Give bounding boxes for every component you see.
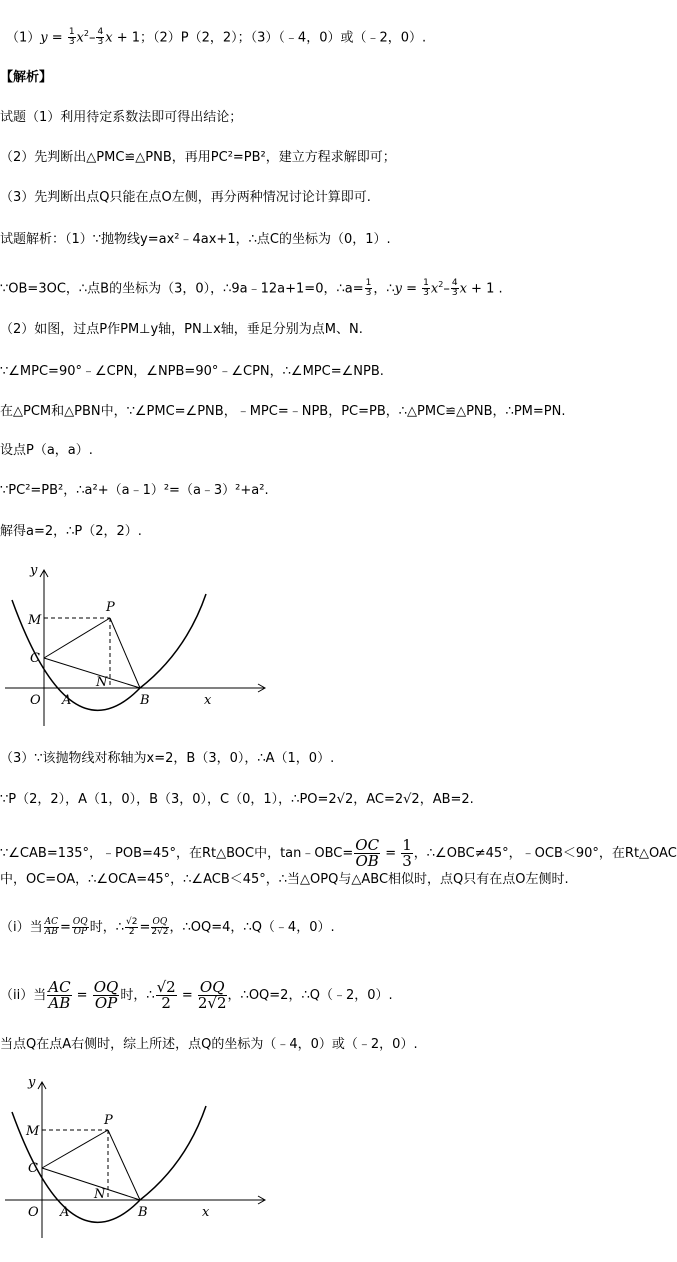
fig2-label-A: A — [60, 1205, 70, 1220]
frac-c: $\frac{4}{3}$ — [451, 278, 458, 299]
solution-line-5: 在△PCM和△PBN中，∵∠PMC=∠PNB，﹣MPC=﹣NPB，PC=PB，∴△PMC≌△PNB，∴PM=PN. — [0, 404, 566, 419]
figure-2 — [0, 1072, 280, 1242]
fig1-CB — [44, 658, 140, 688]
fig2-label-y: y — [28, 1075, 36, 1090]
answer-line: （1）y = $\frac{1}{3}$ $x^2-$ $\frac{4}{3}$ x + 1；（2）P（2，2）；（3）（﹣4，0）或（﹣2，0）. — [6, 27, 427, 48]
fig2-CB — [42, 1168, 140, 1200]
analysis-heading: 【解析】 — [0, 70, 53, 85]
fig2-label-B: B — [138, 1205, 148, 1220]
solution-line-4: ∵∠MPC=90°﹣∠CPN，∠NPB=90°﹣∠CPN，∴∠MPC=∠NPB. — [0, 364, 384, 379]
frac-1-3: $\frac{1}{3}$ — [402, 836, 412, 870]
fig1-label-N: N — [96, 675, 108, 690]
fig2-label-P: P — [104, 1113, 113, 1128]
solution-line-6: 设点P（a，a）. — [0, 443, 93, 458]
answer-minus: – — [88, 30, 96, 46]
solution-line-12: 中，OC=OA，∴∠OCA=45°，∴∠ACB＜45°，∴当△OPQ与△ABC相似时，点Q只有在点O左侧时. — [0, 872, 569, 887]
solution-line-7: ∵PC²=PB²，∴a²+（a﹣1）²=（a﹣3）²+a². — [0, 483, 269, 498]
answer-y: y — [40, 30, 48, 46]
solution-line-15: 当点Q在点A右侧时，综上所述，点Q的坐标为（﹣4，0）或（﹣2，0）. — [0, 1037, 418, 1052]
answer-part1-label: （1） — [6, 30, 41, 46]
answer-frac-1: $\frac{1}{3}$ — [68, 27, 75, 48]
solution-line-3: （2）如图，过点P作PM⊥y轴，PN⊥x轴，垂足分别为点M、N. — [0, 322, 363, 337]
fig1-PB — [110, 618, 140, 688]
answer-eq: = — [47, 30, 67, 46]
fig1-label-B: B — [140, 693, 150, 708]
fig2-label-C: C — [28, 1161, 38, 1176]
solution-line-13: （i）当 $\frac{AC}{AB}$ = $\frac{OQ}{OP}$ 时，∴ $\frac{√2}{2}$ = $\frac{OQ}{2√2}$ ，∴OQ=4，∴Q（﹣4，0）. — [0, 917, 335, 937]
fig2-CP — [42, 1130, 108, 1168]
frac-b: $\frac{1}{3}$ — [423, 278, 429, 299]
fig2-label-N: N — [94, 1187, 106, 1202]
solution-line-8: 解得a=2，∴P（2，2）. — [0, 524, 142, 539]
solution-line-14: （ii）当 $\frac{AC}{AB}$ = $\frac{OQ}{OP}$ 时，∴ $\frac{√2}{2}$ = $\frac{OQ}{2√2}$ ，∴OQ=2，∴Q（﹣2，0）. — [0, 978, 393, 1012]
analysis-line-3: （3）先判断出点Q只能在点O左侧，再分两种情况讨论计算即可. — [0, 190, 371, 205]
fig1-CP — [44, 618, 110, 658]
fig1-label-x: x — [204, 693, 212, 708]
analysis-line-2: （2）先判断出△PMC≌△PNB，再用PC²=PB²，建立方程求解即可； — [0, 150, 396, 165]
solution-line-1: 试题解析：（1）∵抛物线y=ax²﹣4ax+1，∴点C的坐标为（0，1）. — [0, 232, 391, 247]
fig1-label-C: C — [30, 651, 40, 666]
answer-plus: + 1 — [112, 30, 140, 46]
fig2-label-x: x — [202, 1205, 210, 1220]
solution-line-9: （3）∵该抛物线对称轴为x=2，B（3，0），∴A（1，0）. — [0, 751, 335, 766]
fig2-PB — [108, 1130, 140, 1200]
fig2-label-M: M — [26, 1124, 40, 1139]
fig1-label-O: O — [30, 693, 41, 708]
analysis-line-1: 试题（1）利用待定系数法即可得出结论； — [0, 110, 243, 125]
solution-line-11: ∵∠CAB=135°，﹣POB=45°，在Rt△BOC中，tan﹣OBC= $\frac{OC}{OB}$ = $\frac{1}{3}$ ，∴∠OBC≠45°，﹣OCB＜90°，在Rt△OAC — [0, 836, 677, 870]
fig1-label-M: M — [28, 613, 42, 628]
fig1-label-P: P — [106, 600, 115, 615]
frac-oc-ob: $\frac{OC}{OB}$ — [355, 836, 380, 870]
solution-line-2: ∵OB=3OC，∴点B的坐标为（3，0），∴9a﹣12a+1=0，∴a= $\frac{1}{3}$ ，∴y = $\frac{1}{3}$ $x^2-$ $\frac{4}{3}$ x + 1 . — [0, 278, 503, 299]
answer-rest: ；（2）P（2，2）；（3）（﹣4，0）或（﹣2，0）. — [140, 30, 427, 46]
fig1-label-y: y — [30, 563, 38, 578]
answer-x: x — [105, 30, 113, 46]
answer-x2: x — [76, 30, 84, 46]
solution-line-10: ∵P（2，2），A（1，0），B（3，0），C（0，1），∴PO=2√2，AC=2√2，AB=2. — [0, 792, 474, 807]
frac-a: $\frac{1}{3}$ — [365, 278, 372, 299]
fig2-label-O: O — [28, 1205, 39, 1220]
fig1-label-A: A — [62, 693, 72, 708]
answer-frac-2: $\frac{4}{3}$ — [97, 27, 104, 48]
figure-1 — [0, 560, 280, 730]
